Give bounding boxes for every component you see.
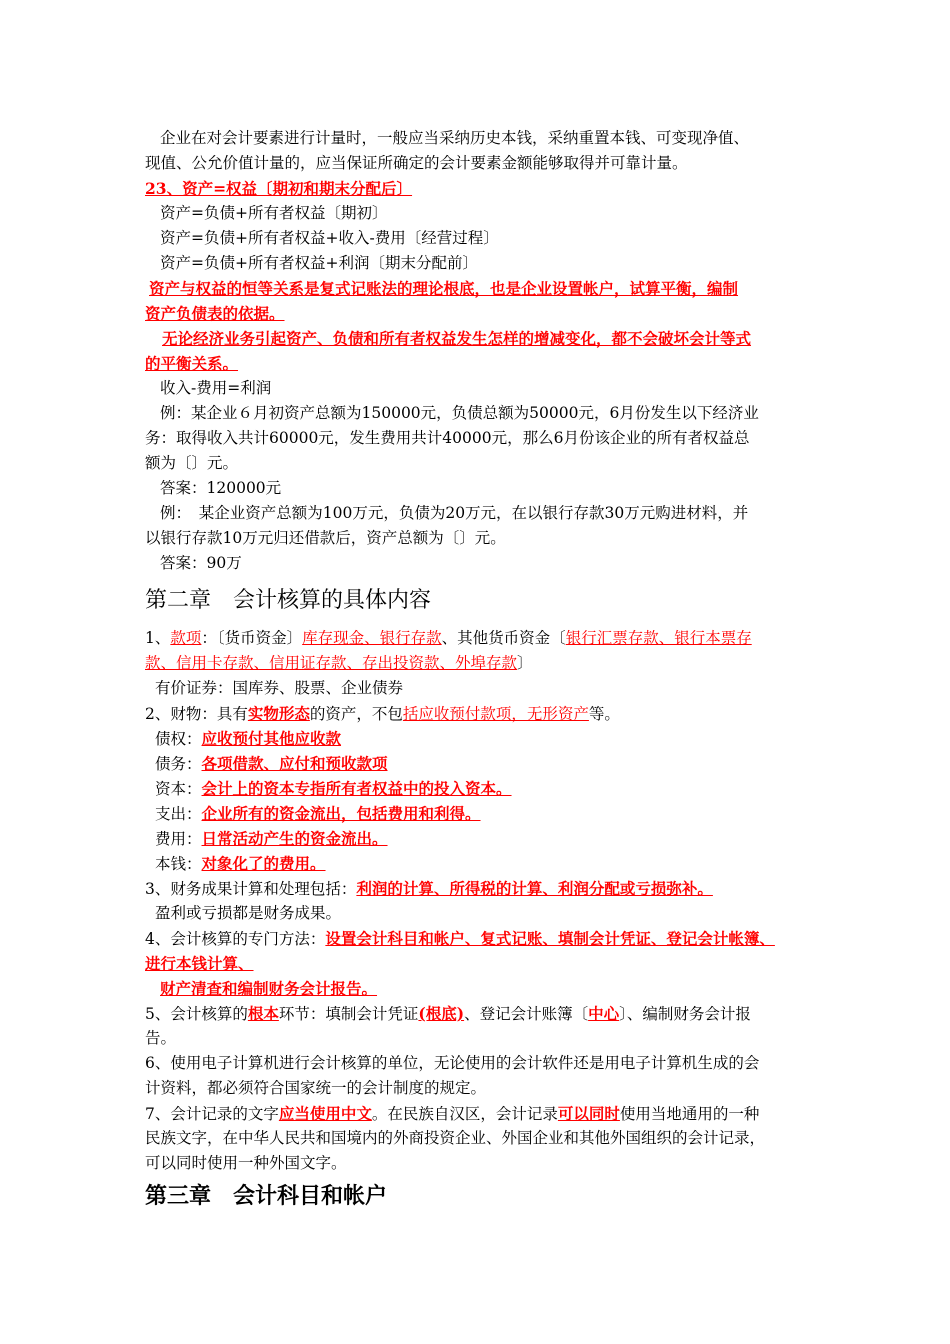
label: 本钱： — [155, 855, 202, 873]
text: 7、会计记录的文字 — [145, 1105, 279, 1123]
highlight: 中心 — [588, 1004, 620, 1023]
value: 企业所有的资金流出，包括费用和利得。 — [201, 804, 481, 823]
highlight: 根本 — [247, 1004, 279, 1023]
highlight: 款、信用卡存款、信用证存款、存出投资款、外埠存款 — [145, 654, 518, 672]
label: 费用： — [155, 830, 202, 848]
item-2 — [145, 701, 815, 727]
text: 2、财物：具有 — [145, 705, 248, 723]
text: 〕 — [517, 654, 533, 672]
text: 环节：填制会计凭证 — [278, 1005, 419, 1023]
example-1-line-1: 例：某企业６月初资产总额为150000元，负债总额为50000元，6月份发生以下经济业 — [160, 404, 759, 422]
value: 日常活动产生的资金流出。 — [201, 829, 388, 848]
highlight: 实物形态 — [247, 704, 310, 723]
text: 、其他货币资金〔 — [441, 629, 566, 647]
value: 应收预付其他应收款 — [201, 729, 342, 748]
item-1-line-1 — [145, 626, 815, 651]
chapter-2-heading: 第二章 会计核算的具体内容 — [145, 588, 432, 613]
highlight: 应当使用中文 — [278, 1104, 372, 1123]
key-point-1-line-2: 资产负债表的依据。 — [145, 304, 285, 323]
highlight: 款项 — [170, 629, 202, 647]
item-3 — [145, 876, 815, 902]
highlight: 库存现金、银行存款 — [302, 629, 442, 647]
value: 对象化了的费用。 — [201, 854, 326, 873]
highlight: 可以同时 — [557, 1104, 620, 1123]
formula-4: 收入-费用=利润 — [160, 379, 272, 397]
chapter-3-heading: 第三章 会计科目和帐户 — [145, 1184, 388, 1209]
highlight: 括应收预付款项，无形资产 — [402, 705, 589, 723]
item-6-line-2: 计资料，都必须符合国家统一的会计制度的规定。 — [145, 1079, 487, 1097]
formula-2: 资产=负债+所有者权益+收入-费用〔经营过程〕 — [160, 229, 499, 247]
item-7-line-2: 民族文字，在中华人民共和国境内的外商投资企业、外国企业和其他外国组织的会计记录， — [145, 1129, 766, 1147]
text: 5、会计核算的 — [145, 1005, 248, 1023]
label: 债权： — [155, 730, 202, 748]
example-2-line-2: 以银行存款10万元归还借款后，资产总额为〔〕元。 — [145, 529, 506, 547]
item-4-line-3: 财产清查和编制财务会计报告。 — [160, 979, 378, 998]
highlight: 设置会计科目和帐户、复式记账、填制会计凭证、登记会计帐簿、 — [325, 929, 775, 948]
text: 等。 — [588, 705, 620, 723]
intro-line-1: 企业在对会计要素进行计量时，一般应当采纳历史本钱，采纳重置本钱、可变现净值、 — [160, 129, 750, 147]
def-cost — [155, 851, 825, 877]
key-point-1-line-1: 资产与权益的恒等关系是复式记账法的理论根底，也是企业设置帐户，试算平衡，编制 — [149, 279, 739, 298]
text: 4、会计核算的专门方法： — [145, 930, 326, 948]
answer-1: 答案：120000元 — [160, 479, 282, 497]
intro-line-2: 现值、公允价值计量的，应当保证所确定的会计要素金额能够取得并可靠计量。 — [145, 154, 688, 172]
label: 债务： — [155, 755, 202, 773]
item-7-line-1 — [145, 1101, 815, 1127]
def-claims — [155, 726, 825, 752]
item-6-line-1: 6、使用电子计算机进行会计核算的单位，无论使用的会计软件还是用电子计算机生成的会 — [145, 1054, 760, 1072]
highlight: 银行汇票存款、银行本票存 — [565, 629, 752, 647]
item-1-securities: 有价证券：国库券、股票、企业债券 — [155, 679, 404, 697]
formula-1: 资产=负债+所有者权益〔期初〕 — [160, 204, 388, 222]
section-23-title: 23、资产=权益〔期初和期末分配后〕 — [145, 179, 413, 198]
item-1-line-2 — [145, 651, 815, 676]
text: 、登记会计账簿〔 — [464, 1005, 589, 1023]
item-3-note: 盈利或亏损都是财务成果。 — [155, 904, 342, 922]
label: 资本： — [155, 780, 202, 798]
def-capital — [155, 776, 825, 802]
highlight: 利润的计算、所得税的计算、利润分配或亏损弥补。 — [356, 879, 713, 898]
item-5-line-2: 告。 — [145, 1029, 177, 1047]
item-7-line-3: 可以同时使用一种外国文字。 — [145, 1154, 347, 1172]
key-point-2-line-1: 无论经济业务引起资产、负债和所有者权益发生怎样的增减变化，都不会破坏会计等式 — [162, 329, 752, 348]
answer-2: 答案：90万 — [160, 554, 242, 572]
item-4-line-2: 进行本钱计算、 — [145, 954, 254, 973]
text: 3、财务成果计算和处理包括： — [145, 880, 357, 898]
label: 支出： — [155, 805, 202, 823]
item-5-line-1 — [145, 1001, 815, 1027]
key-point-2-line-2: 的平衡关系。 — [145, 354, 239, 373]
def-expense — [155, 826, 825, 852]
text: 。在民族自汉区，会计记录 — [371, 1105, 558, 1123]
value: 会计上的资本专指所有者权益中的投入资本。 — [201, 779, 512, 798]
def-debts — [155, 751, 825, 777]
example-1-line-3: 额为〔〕元。 — [145, 454, 239, 472]
value: 各项借款、应付和预收款项 — [201, 754, 388, 773]
text: 的资产，不包 — [309, 705, 403, 723]
text: 1、 — [145, 629, 171, 647]
item-4-line-1 — [145, 926, 815, 952]
def-expenditure — [155, 801, 825, 827]
example-2-line-1: 例： 某企业资产总额为100万元，负债为20万元，在以银行存款30万元购进材料，并 — [160, 504, 749, 522]
text: ：〔货币资金〕 — [201, 629, 303, 647]
example-1-line-2: 务：取得收入共计60000元，发生费用共计40000元，那么6月份该企业的所有者权益总 — [145, 429, 750, 447]
highlight: (根底) — [418, 1004, 465, 1023]
formula-3: 资产=负债+所有者权益+利润〔期末分配前〕 — [160, 254, 478, 272]
text: 使用当地通用的一种 — [619, 1105, 760, 1123]
text: 〕、编制财务会计报 — [619, 1005, 751, 1023]
